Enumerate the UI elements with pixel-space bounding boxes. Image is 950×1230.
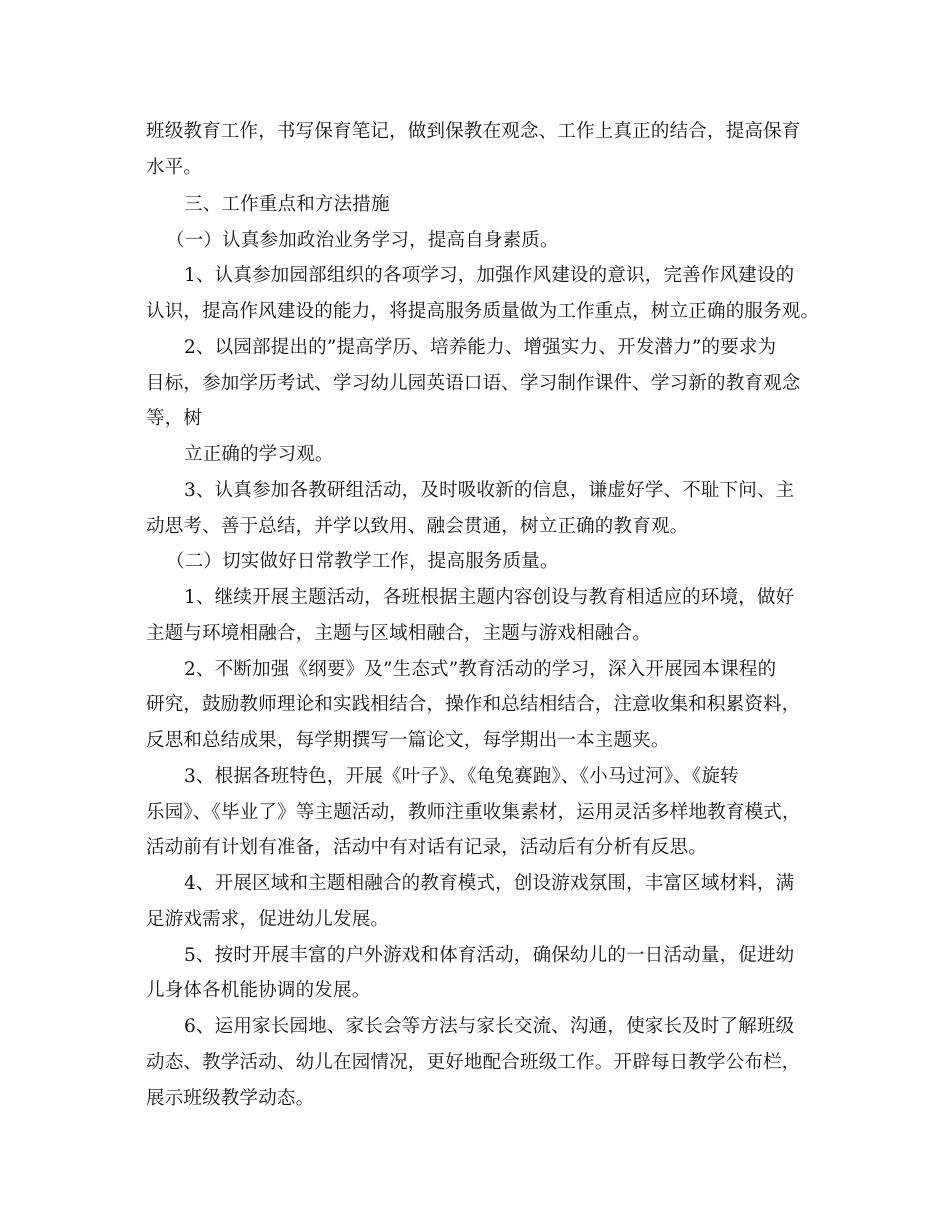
text-line: 班级教育工作，书写保育笔记，做到保教在观念、工作上真正的结合，提高保育 xyxy=(146,121,801,142)
text-line: 主题与环境相融合，主题与区域相融合，主题与游戏相融合。 xyxy=(146,623,651,644)
text-line: 水平。 xyxy=(146,157,203,178)
text-line: 反思和总结成果，每学期撰写一篇论文，每学期出一本主题夹。 xyxy=(146,730,670,751)
text-line: 1、认真参加园部组织的各项学习，加强作风建设的意识，完善作风建设的 xyxy=(184,265,795,286)
text-line: 动思考、善于总结，并学以致用、融会贯通，树立正确的教育观。 xyxy=(146,516,689,537)
text-line: 4、开展区域和主题相融合的教育模式，创设游戏氛围，丰富区域材料，满 xyxy=(184,873,795,894)
subsection-heading: （二）切实做好日常教学工作，提高服务质量。 xyxy=(166,551,559,572)
text-line: 目标，参加学历考试、学习幼儿园英语口语、学习制作课件、学习新的教育观念 xyxy=(146,373,801,394)
text-line: 3、认真参加各教研组活动，及时吸收新的信息，谦虚好学、不耻下问、主 xyxy=(184,480,795,501)
text-line: 研究，鼓励教师理论和实践相结合，操作和总结相结合，注意收集和积累资料， xyxy=(146,694,801,715)
text-line: 3、根据各班特色，开展《叶子》、《龟兔赛跑》、《小马过河》、《旋转 xyxy=(184,766,739,787)
text-line: 乐园》、《毕业了》等主题活动，教师注重收集素材，运用灵活多样地教育模式， xyxy=(146,802,801,823)
subsection-heading: （一）认真参加政治业务学习，提高自身素质。 xyxy=(166,230,559,251)
text-line: 立正确的学习观。 xyxy=(184,444,334,465)
text-line: 活动前有计划有准备，活动中有对话有记录，活动后有分析有反思。 xyxy=(146,837,708,858)
text-line: 足游戏需求，促进幼儿发展。 xyxy=(146,909,390,930)
text-line: 6、运用家长园地、家长会等方法与家长交流、沟通，使家长及时了解班级 xyxy=(184,1016,795,1037)
text-line: 认识，提高作风建设的能力，将提高服务质量做为工作重点，树立正确的服务观。 xyxy=(146,301,820,322)
section-heading: 三、工作重点和方法措施 xyxy=(184,194,390,215)
text-line: 5、按时开展丰富的户外游戏和体育活动，确保幼儿的一日活动量，促进幼 xyxy=(184,945,795,966)
text-line: 2、不断加强《纲要》及”生态式”教育活动的学习，深入开展园本课程的 xyxy=(184,659,777,680)
text-line: 展示班级教学动态。 xyxy=(146,1088,315,1109)
text-line: 儿身体各机能协调的发展。 xyxy=(146,980,371,1001)
text-line: 2、以园部提出的”提高学历、培养能力、增强实力、开发潜力”的要求为 xyxy=(184,337,777,358)
text-line: 动态、教学活动、幼儿在园情况，更好地配合班级工作。开辟每日教学公布栏， xyxy=(146,1052,801,1073)
text-line: 等，树 xyxy=(146,408,203,429)
text-line: 1、继续开展主题活动，各班根据主题内容创设与教育相适应的环境，做好 xyxy=(184,587,795,608)
